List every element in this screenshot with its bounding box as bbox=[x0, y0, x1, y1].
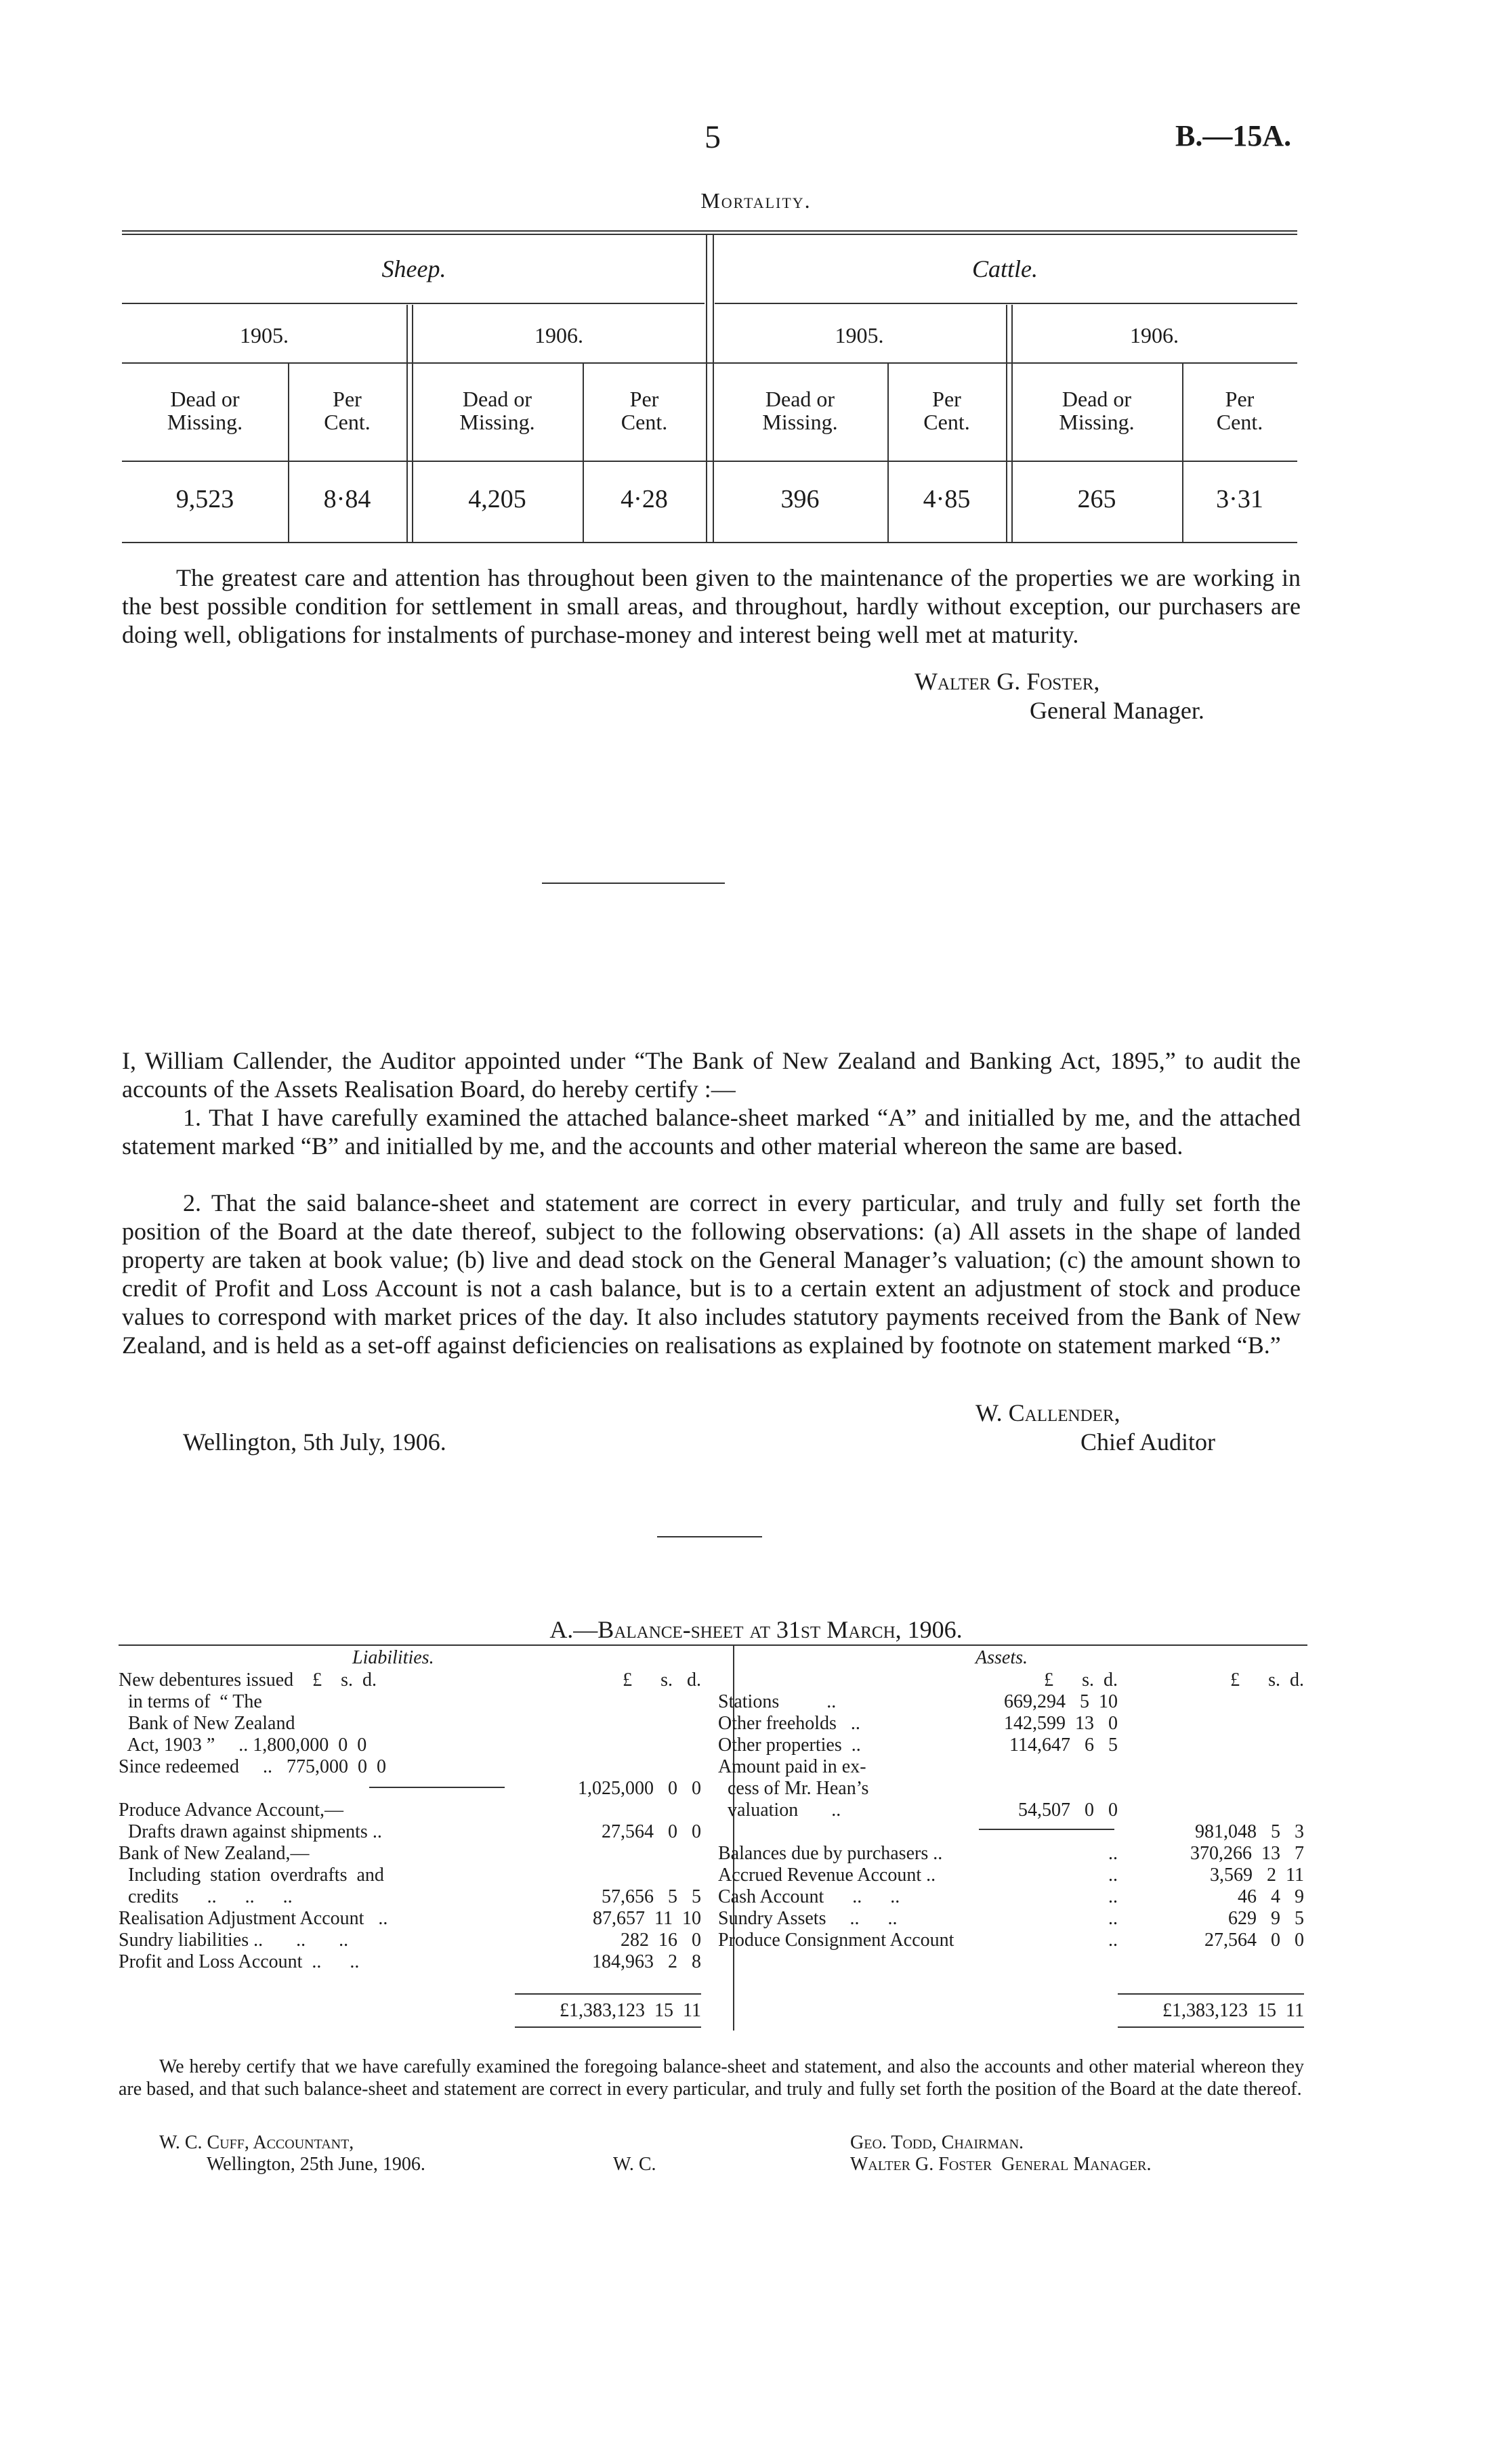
liabilities-total: £1,383,123 15 11 bbox=[560, 2000, 701, 2021]
balance-line: 629 9 5 bbox=[1228, 1908, 1304, 1929]
initials: W. C. bbox=[613, 2154, 656, 2175]
manager-paragraph: The greatest care and attention has throughout been given to the maintenance of the properties we are working in the best possible condition for settlement in small areas, and throughout, hardly without exception, our purchasers are doing well, obligations for instalments of purchase-money and interest being well met at maturity. bbox=[122, 564, 1301, 648]
liabilities-total-rule bbox=[515, 1993, 701, 1995]
assets-subamounts bbox=[915, 1670, 1118, 1951]
liabilities-amounts bbox=[501, 1670, 701, 1973]
document-reference: B.—15A. bbox=[1175, 119, 1292, 152]
balance-line bbox=[1111, 1713, 1304, 1735]
balance-line bbox=[501, 1691, 701, 1713]
auditor-point-2: 2. That the said balance-sheet and statement are correct in every particular, and truly and fully set forth the position of the Board at the date thereof, subject to the following observations: (a) All assets in the shape of landed property are taken at book value; (b) live and dead stock on the General Manager’s valuation; (c) the amount shown to credit of Profit and Loss Account is not a cash balance, but is to a certain extent an adjustment of stock and produce values to correspond with market prices of the day. It also includes statutory payments received from the Bank of New Zealand, and is held as a set-off against deficiencies on realisations as explained by footnote on statement marked “B.” bbox=[122, 1189, 1301, 1359]
col-dead-missing: Dead or Missing. bbox=[762, 387, 838, 434]
liabilities-heading: Liabilities. bbox=[352, 1647, 434, 1668]
board-certificate: We hereby certify that we have carefully examined the foregoing balance-sheet and statement, and also the accounts and other material whereon they are based, and that such balance-sheet and statement are correct in every particular, and truly and fully set forth the position of the Board at the date thereof. bbox=[119, 2056, 1304, 2100]
balance-line bbox=[915, 1821, 1118, 1843]
sheep-1905-percent: 8·84 bbox=[323, 485, 371, 513]
balance-line: valuation .. bbox=[718, 1800, 841, 1821]
accountant-signature: W. C. Cuff, Accountant, bbox=[159, 2132, 354, 2153]
balance-line bbox=[501, 1756, 701, 1778]
col-per-cent: Per Cent. bbox=[324, 387, 371, 434]
balance-line: Sundry liabilities .. .. .. bbox=[119, 1930, 349, 1951]
balance-line: Other properties .. bbox=[718, 1735, 861, 1756]
section-divider bbox=[542, 883, 725, 884]
auditor-title: Chief Auditor bbox=[1080, 1428, 1215, 1456]
balance-line: 57,656 5 5 bbox=[602, 1886, 701, 1907]
balance-line: 27,564 0 0 bbox=[1204, 1930, 1304, 1951]
liabilities-total-bottom-rule bbox=[515, 2026, 701, 2028]
balance-line: Balances due by purchasers .. bbox=[718, 1843, 943, 1864]
balance-line bbox=[501, 1735, 701, 1756]
balance-line: 87,657 11 10 bbox=[593, 1908, 701, 1929]
manager-signature-name: Walter G. Foster, bbox=[915, 668, 1100, 695]
balance-line: 981,048 5 3 bbox=[1195, 1821, 1304, 1842]
col-per-cent: Per Cent. bbox=[621, 387, 668, 434]
balance-line bbox=[119, 1778, 387, 1800]
balance-line: £ s. d. bbox=[623, 1670, 701, 1691]
assets-amounts bbox=[1111, 1670, 1304, 1951]
redeemed-sum-rule bbox=[369, 1787, 505, 1788]
auditor-place-date: Wellington, 5th July, 1906. bbox=[183, 1428, 446, 1456]
balance-line: in terms of “ The bbox=[119, 1691, 262, 1712]
balance-line: Drafts drawn against shipments .. bbox=[119, 1821, 382, 1842]
balance-line: Act, 1903 ” .. 1,800,000 0 0 bbox=[119, 1735, 367, 1756]
balance-line: 1,025,000 0 0 bbox=[578, 1778, 701, 1799]
balance-line: Cash Account .. .. bbox=[718, 1886, 900, 1907]
year-sheep-1905: 1905. bbox=[240, 323, 289, 347]
auditor-signature: W. Callender, bbox=[975, 1399, 1120, 1426]
balance-line: Sundry Assets .. .. bbox=[718, 1908, 898, 1929]
balance-sheet-title: A.—Balance-sheet at 31st March, 1906. bbox=[549, 1616, 963, 1643]
col-per-cent: Per Cent. bbox=[923, 387, 970, 434]
balance-line: credits .. .. .. bbox=[119, 1886, 293, 1907]
year-cattle-1905: 1905. bbox=[835, 323, 884, 347]
balance-line: 54,507 0 0 bbox=[1018, 1800, 1118, 1821]
col-dead-missing: Dead or Missing. bbox=[459, 387, 535, 434]
assets-total-rule bbox=[1118, 1993, 1304, 1995]
section-divider bbox=[657, 1536, 762, 1537]
balance-line: 46 4 9 bbox=[1238, 1886, 1304, 1907]
balance-line bbox=[501, 1865, 701, 1886]
mortality-table bbox=[122, 230, 1297, 542]
liabilities-descriptions bbox=[119, 1670, 387, 1973]
balance-line bbox=[501, 1843, 701, 1865]
balance-line: Accrued Revenue Account .. bbox=[718, 1865, 936, 1886]
col-dead-missing: Dead or Missing. bbox=[167, 387, 243, 434]
balance-line bbox=[501, 1713, 701, 1735]
cattle-1906-percent: 3·31 bbox=[1216, 485, 1263, 513]
balance-line: 370,266 13 7 bbox=[1190, 1843, 1304, 1864]
balance-line: Produce Advance Account,— bbox=[119, 1800, 344, 1821]
balance-line: 27,564 0 0 bbox=[602, 1821, 701, 1842]
auditor-intro: I, William Callender, the Auditor appointed under “The Bank of New Zealand and Banking Act, 1895,” to audit the accounts of the Assets Realisation Board, do hereby certify :— bbox=[122, 1047, 1301, 1103]
auditor-point-1: 1. That I have carefully examined the attached balance-sheet marked “A” and initialled by me, and the attached statement marked “B” and initialled by me, and the accounts and other material whereon the same are based. bbox=[122, 1104, 1301, 1160]
balance-line: 184,963 2 8 bbox=[592, 1951, 701, 1972]
col-dead-missing: Dead or Missing. bbox=[1059, 387, 1135, 434]
balance-line: 282 16 0 bbox=[621, 1930, 701, 1951]
group-cattle: Cattle. bbox=[972, 255, 1038, 282]
assets-sub-rule bbox=[979, 1829, 1114, 1830]
assets-total: £1,383,123 15 11 bbox=[1162, 2000, 1304, 2021]
cattle-1906-dead: 265 bbox=[1077, 485, 1116, 513]
balance-line: New debentures issued £ s. d. bbox=[119, 1670, 377, 1691]
cattle-1905-percent: 4·85 bbox=[923, 485, 971, 513]
balance-line: Stations .. bbox=[718, 1691, 837, 1712]
balance-line: Other freeholds .. bbox=[718, 1713, 860, 1734]
balance-line: .. bbox=[1108, 1843, 1118, 1864]
general-manager-signature: Walter G. Foster General Manager. bbox=[850, 2154, 1152, 2175]
balance-line: 669,294 5 10 bbox=[1004, 1691, 1118, 1712]
balance-line: Profit and Loss Account .. .. bbox=[119, 1951, 360, 1972]
balance-line: .. bbox=[1108, 1930, 1118, 1951]
group-sheep: Sheep. bbox=[381, 255, 446, 282]
balance-line: Bank of New Zealand,— bbox=[119, 1843, 310, 1864]
year-sheep-1906: 1906. bbox=[534, 323, 583, 347]
balance-line bbox=[1111, 1735, 1304, 1756]
sheep-1906-percent: 4·28 bbox=[621, 485, 668, 513]
balance-line: Including station overdrafts and bbox=[119, 1865, 384, 1886]
balance-line: 142,599 13 0 bbox=[1004, 1713, 1118, 1734]
balance-line: Realisation Adjustment Account .. bbox=[119, 1908, 388, 1929]
mortality-title: Mortality. bbox=[700, 188, 812, 213]
balance-line: Produce Consignment Account bbox=[718, 1930, 954, 1951]
balance-line: .. bbox=[1108, 1886, 1118, 1907]
balance-line bbox=[915, 1756, 1118, 1778]
balance-line: Since redeemed .. 775,000 0 0 bbox=[119, 1756, 387, 1777]
accountant-place-date: Wellington, 25th June, 1906. bbox=[207, 2154, 425, 2175]
year-cattle-1906: 1906. bbox=[1130, 323, 1179, 347]
balance-line bbox=[1111, 1691, 1304, 1713]
balance-line bbox=[501, 1800, 701, 1821]
col-per-cent: Per Cent. bbox=[1216, 387, 1263, 434]
balance-line bbox=[1111, 1756, 1304, 1778]
page-number: 5 bbox=[705, 119, 721, 155]
sheep-1905-dead: 9,523 bbox=[175, 485, 234, 513]
chairman-signature: Geo. Todd, Chairman. bbox=[850, 2132, 1024, 2153]
balance-line: .. bbox=[1108, 1865, 1118, 1886]
balance-line: £ s. d. bbox=[1230, 1670, 1304, 1691]
balance-line: Amount paid in ex- bbox=[718, 1756, 866, 1777]
balance-line bbox=[1111, 1778, 1304, 1800]
sheep-1906-dead: 4,205 bbox=[468, 485, 526, 513]
balance-line bbox=[915, 1778, 1118, 1800]
balance-line bbox=[1111, 1800, 1304, 1821]
cattle-1905-dead: 396 bbox=[780, 485, 820, 513]
balance-line: Bank of New Zealand bbox=[119, 1713, 295, 1734]
balance-line: cess of Mr. Hean’s bbox=[718, 1778, 869, 1799]
assets-heading: Assets. bbox=[975, 1647, 1028, 1668]
manager-signature-title: General Manager. bbox=[1030, 697, 1204, 724]
balance-line: .. bbox=[1108, 1908, 1118, 1929]
assets-total-bottom-rule bbox=[1118, 2026, 1304, 2028]
balance-line: £ s. d. bbox=[1044, 1670, 1118, 1691]
balance-line: 114,647 6 5 bbox=[1009, 1735, 1118, 1756]
balance-sheet-top-rule bbox=[119, 1644, 1307, 1646]
balance-line: 3,569 2 11 bbox=[1210, 1865, 1304, 1886]
